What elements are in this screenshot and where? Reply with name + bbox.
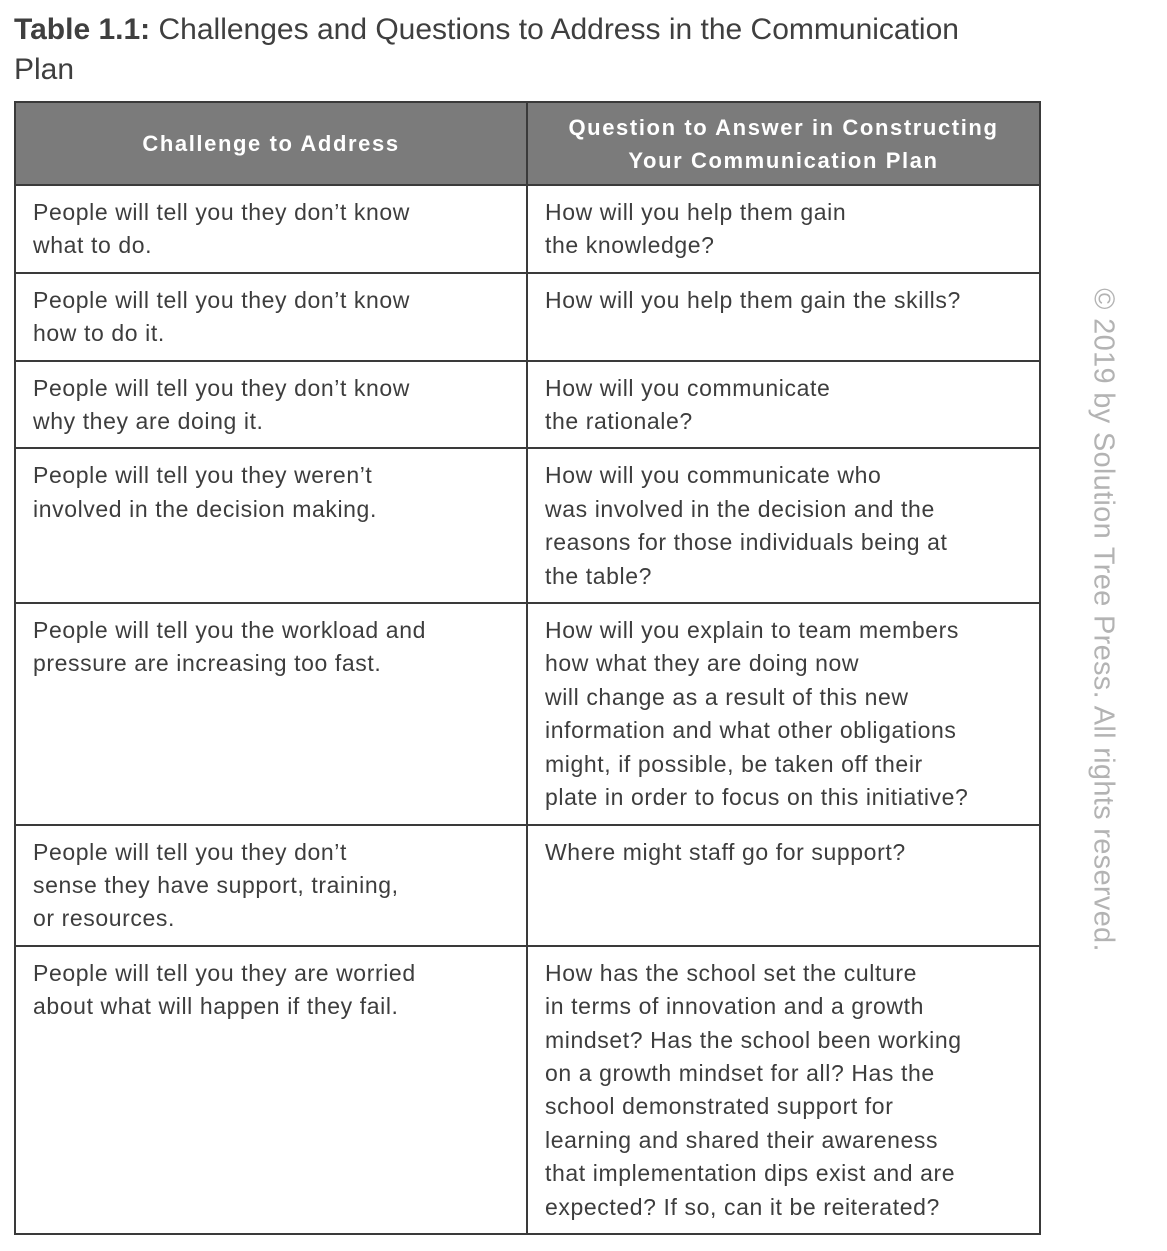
table-number: Table 1.1: [14, 13, 151, 46]
challenge-text-line: involved in the decision making. [33, 495, 377, 522]
question-cell [527, 361, 1040, 449]
question-text-line: the knowledge? [545, 232, 715, 259]
challenge-text-line: People will tell you they weren’t [33, 462, 373, 489]
question-text-line: will change as a result of this new [545, 683, 909, 710]
table-header-row [15, 102, 1040, 185]
question-text-line: How will you communicate who [545, 462, 882, 489]
question-cell [527, 946, 1040, 1234]
question-cell [527, 448, 1040, 603]
question-text-line: expected? If so, can it be reiterated? [545, 1193, 940, 1220]
question-text-line: school demonstrated support for [545, 1093, 894, 1120]
challenge-text-line: what to do. [33, 232, 153, 259]
table-row [15, 603, 1040, 824]
copyright-notice: © 2019 by Solution Tree Press. All rights reserved. [1087, 288, 1120, 952]
question-cell [527, 273, 1040, 361]
question-text-line: reasons for those individuals being at [545, 529, 948, 556]
challenge-cell [15, 603, 527, 824]
challenge-text-line: People will tell you they are worried [33, 959, 416, 986]
communication-plan-table [14, 101, 1041, 1235]
header-challenge: Challenge to Address [15, 102, 527, 185]
question-text-line: how what they are doing now [545, 650, 860, 677]
table-body [15, 185, 1040, 1234]
challenge-text-line: how to do it. [33, 320, 165, 347]
question-text-line: might, if possible, be taken off their [545, 750, 923, 777]
challenge-cell [15, 825, 527, 946]
challenge-text-line: People will tell you they don’t know [33, 286, 411, 313]
question-text-line: information and what other obligations [545, 717, 957, 744]
question-text-line: plate in order to focus on this initiative? [545, 784, 969, 811]
challenge-cell [15, 946, 527, 1234]
challenge-text-line: or resources. [33, 905, 176, 932]
question-text-line: learning and shared their awareness [545, 1126, 939, 1153]
question-text-line: Where might staff go for support? [545, 838, 906, 865]
question-text-line: How will you help them gain [545, 199, 847, 225]
challenge-text-line: about what will happen if they fail. [33, 993, 399, 1020]
question-text-line: How will you help them gain the skills? [545, 286, 961, 313]
table-row [15, 185, 1040, 273]
question-text-line: How will you communicate [545, 374, 831, 401]
table-row [15, 273, 1040, 361]
challenge-text-line: sense they have support, training, [33, 871, 399, 898]
header-question: Question to Answer in Constructing Your Communication Plan [527, 102, 1040, 185]
question-cell [527, 603, 1040, 824]
question-cell [527, 185, 1040, 273]
question-text-line: was involved in the decision and the [545, 495, 935, 522]
question-cell [527, 825, 1040, 946]
challenge-text-line: People will tell you the workload and [33, 617, 426, 644]
challenge-text-line: why they are doing it. [33, 408, 264, 435]
challenge-cell [15, 273, 527, 361]
table-row [15, 825, 1040, 946]
table-title [14, 10, 1014, 90]
question-text-line: How will you explain to team members [545, 617, 960, 644]
question-text-line: mindset? Has the school been working [545, 1026, 962, 1053]
challenge-text-line: People will tell you they don’t know [33, 199, 411, 225]
question-text-line: that implementation dips exist and are [545, 1160, 956, 1187]
challenge-cell [15, 185, 527, 273]
challenge-cell [15, 448, 527, 603]
challenge-text-line: pressure are increasing too fast. [33, 650, 382, 677]
challenge-text-line: People will tell you they don’t know [33, 374, 411, 401]
table-row [15, 448, 1040, 603]
question-text-line: on a growth mindset for all? Has the [545, 1059, 935, 1086]
table-row [15, 946, 1040, 1234]
question-text-line: the table? [545, 562, 653, 589]
table-caption: Challenges and Questions to Address in the Communication Plan [14, 13, 959, 86]
challenge-cell [15, 361, 527, 449]
challenge-text-line: People will tell you they don’t [33, 838, 347, 865]
question-text-line: the rationale? [545, 408, 693, 435]
table-row [15, 361, 1040, 449]
question-text-line: in terms of innovation and a growth [545, 993, 924, 1020]
question-text-line: How has the school set the culture [545, 959, 917, 986]
